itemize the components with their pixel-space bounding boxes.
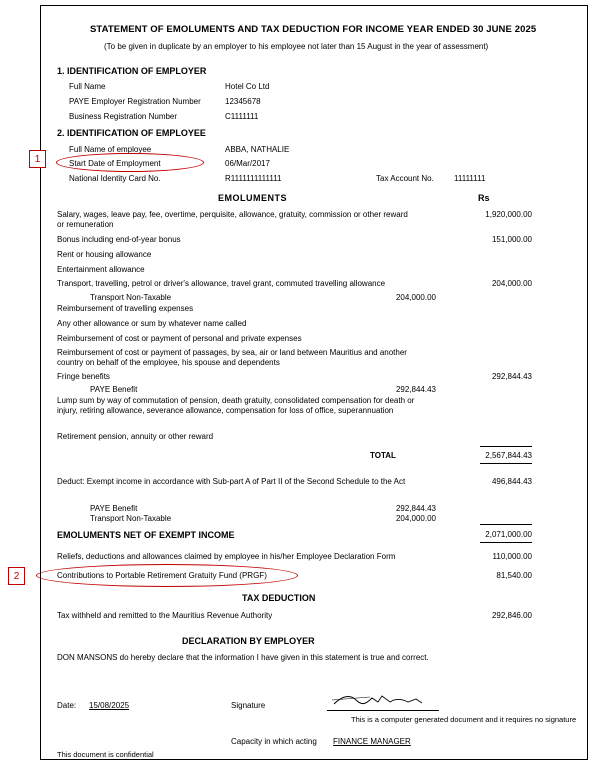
declaration-date: 15/08/2025	[89, 701, 130, 710]
confidential-note: This document is confidential	[57, 750, 154, 759]
fringe-amount: 292,844.43	[491, 372, 532, 381]
capacity-label: Capacity in which acting	[231, 737, 317, 746]
deduct-sub2-amount: 204,000.00	[395, 514, 436, 523]
rent-label: Rent or housing allowance	[57, 250, 152, 259]
tax-amount: 292,846.00	[491, 611, 532, 620]
paye-label: PAYE Employer Registration Number	[69, 97, 201, 106]
net-rule-top	[480, 524, 532, 525]
employer-heading: 1. IDENTIFICATION OF EMPLOYER	[57, 66, 207, 76]
total-amount: 2,567,844.43	[485, 451, 532, 460]
net-amount: 2,071,000.00	[485, 530, 532, 539]
fringe-sub-amount: 292,844.43	[395, 385, 436, 394]
deduct-sub2-label: Transport Non-Taxable	[90, 514, 172, 523]
prgf-amount: 81,540.00	[496, 571, 532, 580]
brn-number: C1111111	[225, 112, 259, 121]
bonus-amount: 151,000.00	[491, 235, 532, 244]
tan-number: 11111111	[454, 174, 486, 183]
salary-amount: 1,920,000.00	[485, 210, 532, 219]
computer-generated-note: This is a computer generated document and it requires no signature	[351, 715, 577, 724]
deduct-amount: 496,844.43	[491, 477, 532, 486]
declaration-text: DON MANSONS do hereby declare that the information I have given in this statement is true and correct.	[57, 653, 429, 662]
callout-marker-1: 1	[29, 150, 46, 168]
transport-label: Transport, travelling, petrol or driver's allowance, travel grant, commuted travelling allowance	[57, 279, 386, 288]
highlight-ellipse-start-date	[56, 153, 204, 172]
tax-heading: TAX DEDUCTION	[242, 593, 316, 603]
currency-heading: Rs	[478, 193, 490, 203]
tan-label: Tax Account No.	[376, 174, 434, 183]
other-allowance-label: Any other allowance or sum by whatever name called	[57, 319, 247, 328]
total-rule-bottom	[480, 463, 532, 464]
signature-label: Signature	[231, 701, 266, 710]
employer-name: Hotel Co Ltd	[225, 82, 270, 91]
net-label: EMOLUMENTS NET OF EXEMPT INCOME	[57, 530, 235, 540]
signature-scribble	[330, 690, 440, 710]
transport-amount: 204,000.00	[491, 279, 532, 288]
signature-line	[327, 710, 439, 711]
nic-label: National Identity Card No.	[69, 174, 161, 183]
fringe-sub-label: PAYE Benefit	[90, 385, 138, 394]
date-label: Date:	[57, 701, 77, 710]
reimb-personal-label: Reimbursement of cost or payment of personal and private expenses	[57, 334, 302, 343]
reimb-travel-label: Reimbursement of travelling expenses	[57, 304, 194, 313]
highlight-ellipse-prgf	[36, 564, 298, 587]
total-rule-top	[480, 446, 532, 447]
entertainment-label: Entertainment allowance	[57, 265, 145, 274]
emoluments-heading: EMOLUMENTS	[218, 193, 287, 203]
deduct-sub1-amount: 292,844.43	[395, 504, 436, 513]
total-label: TOTAL	[370, 451, 396, 460]
declaration-heading: DECLARATION BY EMPLOYER	[182, 636, 315, 646]
salary-label: Salary, wages, leave pay, fee, overtime, perquisite, allowance, gratuity, commission or other reward or remuneration	[57, 210, 408, 229]
start-date: 06/Mar/2017	[225, 159, 270, 168]
nic-number: R1111111111111	[225, 174, 282, 183]
reliefs-label: Reliefs, deductions and allowances claimed by employee in his/her Employee Declaration Form	[57, 552, 396, 561]
document-subtitle: (To be given in duplicate by an employer to his employee not later than 15 August in the year of assessment)	[104, 42, 489, 51]
capacity-value: FINANCE MANAGER	[333, 737, 411, 746]
deduct-sub1-label: PAYE Benefit	[90, 504, 138, 513]
fringe-label: Fringe benefits	[57, 372, 110, 381]
transport-sub-amount: 204,000.00	[395, 293, 436, 302]
reliefs-amount: 110,000.00	[492, 552, 532, 561]
callout-marker-2: 2	[8, 567, 25, 585]
tax-label: Tax withheld and remitted to the Mauritius Revenue Authority	[57, 611, 273, 620]
retirement-label: Retirement pension, annuity or other reward	[57, 432, 214, 441]
prgf-label: Contributions to Portable Retirement Gratuity Fund (PRGF)	[57, 571, 267, 580]
employee-heading: 2. IDENTIFICATION OF EMPLOYEE	[57, 128, 206, 138]
net-rule-bottom	[480, 542, 532, 543]
employee-name: ABBA, NATHALIE	[225, 145, 290, 154]
bonus-label: Bonus including end-of-year bonus	[57, 235, 181, 244]
lump-sum-label: Lump sum by way of commutation of pension, death gratuity, consolidated compensation for death or injury, retiring allowance, severance allowance, compensation for loss of office, superannuation	[57, 396, 415, 415]
document-title: STATEMENT OF EMOLUMENTS AND TAX DEDUCTION FOR INCOME YEAR ENDED 30 JUNE 2025	[90, 24, 537, 35]
deduct-label: Deduct: Exempt income in accordance with Sub-part A of Part II of the Second Schedule to the Act	[57, 477, 406, 486]
transport-sub-label: Transport Non-Taxable	[90, 293, 172, 302]
employee-name-label: Full Name of employee	[69, 145, 152, 154]
reimb-passages-label: Reimbursement of cost or payment of passages, by sea, air or land between Mauritius and another country on behalf of the employee, his spouse and dependents	[57, 348, 407, 367]
brn-label: Business Registration Number	[69, 112, 178, 121]
employer-name-label: Full Name	[69, 82, 106, 91]
start-date-label: Start Date of Employment	[69, 159, 161, 168]
paye-number: 12345678	[225, 97, 261, 106]
